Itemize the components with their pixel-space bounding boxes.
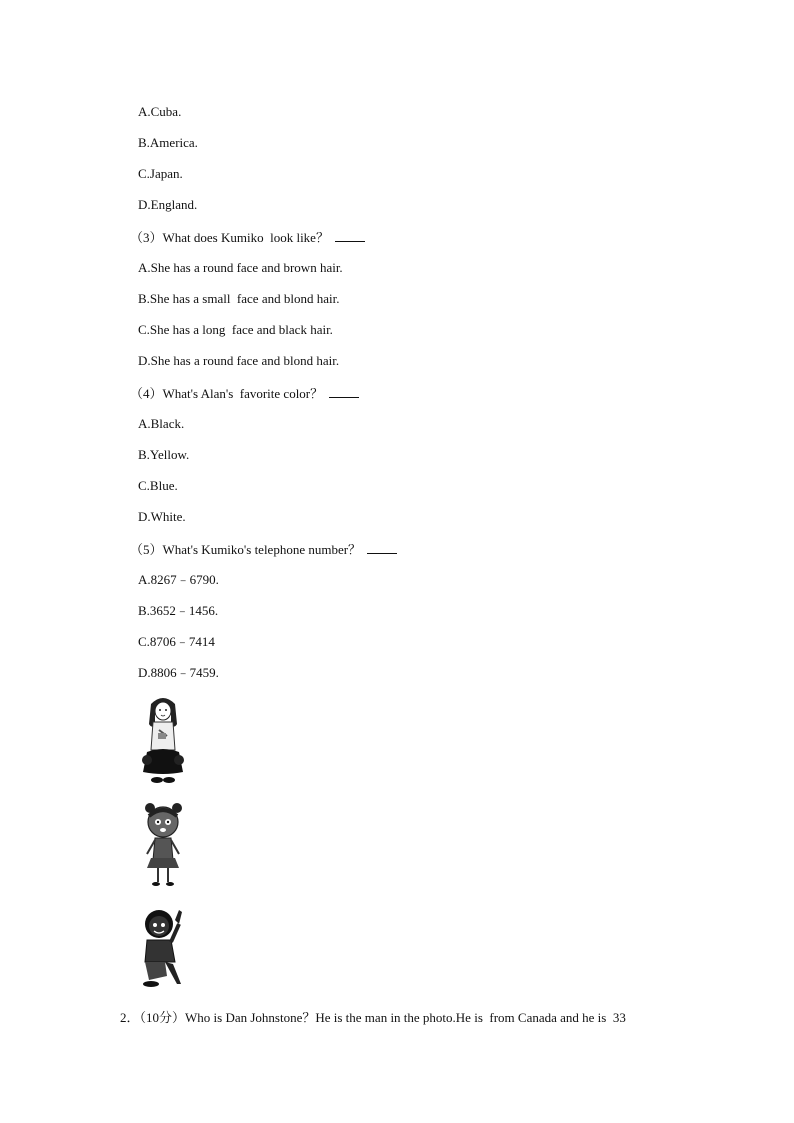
question-3 bbox=[130, 229, 365, 246]
option-b-q5: B.3652﹣1456. bbox=[138, 603, 219, 618]
option-a-q3: A.She has a round face and brown hair. bbox=[138, 260, 343, 275]
option-c-q5: C.8706﹣7414 bbox=[138, 634, 215, 649]
kumiko-illustration bbox=[137, 690, 189, 788]
option-d-q3: D.She has a round face and blond hair. bbox=[138, 353, 340, 368]
answer-blank bbox=[329, 385, 359, 398]
option-b-q2: B.America. bbox=[138, 135, 198, 150]
answer-blank bbox=[367, 541, 397, 554]
option-b-q3: B.She has a small face and blond hair. bbox=[138, 291, 340, 306]
question-3-stem: （3）What does Kumiko look like？ bbox=[130, 230, 329, 245]
option-b-q4: B.Yellow. bbox=[138, 447, 190, 462]
option-d-q5: D.8806﹣7459. bbox=[138, 665, 219, 680]
option-a-q5: A.8267﹣6790. bbox=[138, 572, 219, 587]
question-2-intro: 2．（10分）Who is Dan Johnstone？He is the man in the photo.He is from Canada and he is 33 bbox=[120, 1010, 626, 1025]
option-d-q4: D.White. bbox=[138, 509, 186, 524]
girl-illustration bbox=[137, 798, 189, 890]
option-c-q3: C.She has a long face and black hair. bbox=[138, 322, 333, 337]
option-c-q4: C.Blue. bbox=[138, 478, 178, 493]
question-5 bbox=[130, 541, 397, 558]
alan-illustration bbox=[137, 900, 189, 992]
option-d-q2: D.England. bbox=[138, 197, 198, 212]
option-c-q2: C.Japan. bbox=[138, 166, 183, 181]
answer-blank bbox=[335, 229, 365, 242]
question-4 bbox=[130, 385, 359, 402]
option-a-q2: A.Cuba. bbox=[138, 104, 182, 119]
option-a-q4: A.Black. bbox=[138, 416, 185, 431]
question-4-stem: （4）What's Alan's favorite color？ bbox=[130, 386, 324, 401]
question-5-stem: （5）What's Kumiko's telephone number？ bbox=[130, 542, 362, 557]
